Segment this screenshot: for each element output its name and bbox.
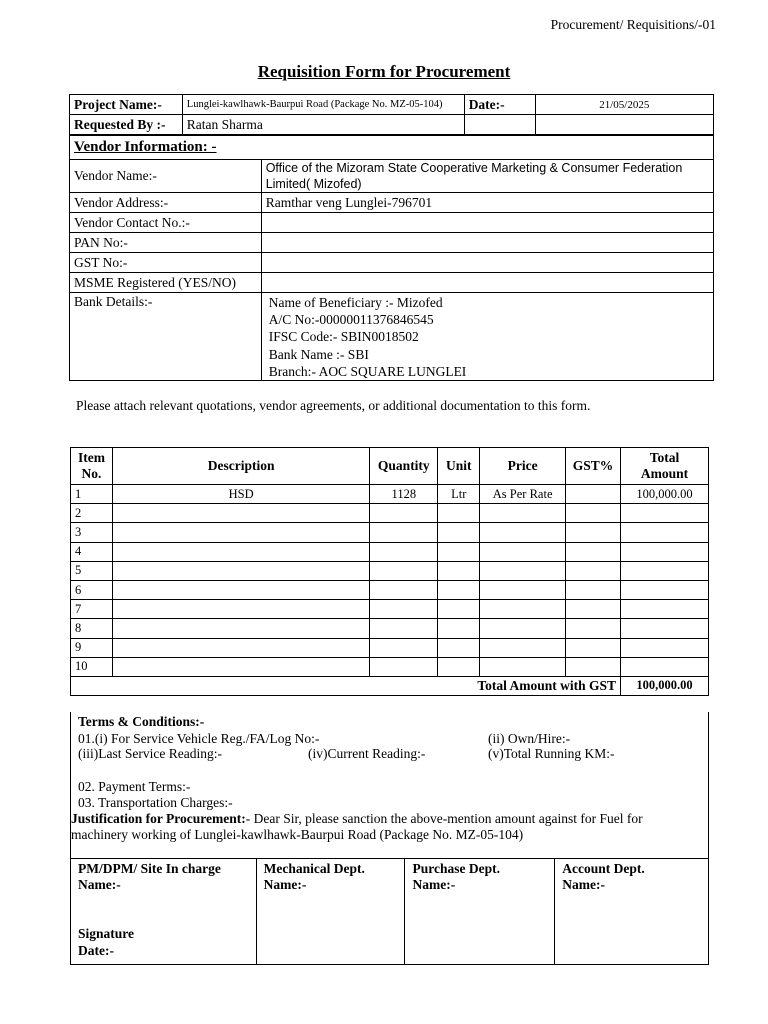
gst-cell[interactable] (566, 619, 621, 638)
empty-cell[interactable] (535, 115, 713, 135)
pan-value[interactable] (261, 233, 713, 253)
bank-details-row (70, 293, 714, 381)
items-body (71, 485, 709, 677)
signature-row (71, 859, 709, 965)
total-amount-value[interactable]: 100,000.00 (621, 676, 709, 695)
gst-cell[interactable] (566, 600, 621, 619)
unit-cell[interactable] (438, 600, 480, 619)
unit-cell[interactable]: Ltr (438, 485, 480, 504)
pm-title: PM/DPM/ Site In charge (78, 861, 221, 876)
bank-name: Bank Name :- SBI (268, 346, 369, 362)
msme-row (70, 273, 714, 293)
description-cell[interactable] (112, 600, 369, 619)
item-row (71, 638, 709, 657)
pan-row (70, 233, 714, 253)
last-service-reading-line[interactable]: (iii)Last Service Reading:- (78, 746, 222, 761)
item-no-cell: 2 (71, 504, 113, 523)
gst-cell[interactable] (566, 504, 621, 523)
description-cell[interactable] (112, 657, 369, 676)
item-no-cell: 9 (71, 638, 113, 657)
pan-label: PAN No:- (70, 233, 262, 253)
col-header-total: Total Amount (621, 448, 709, 485)
total-cell[interactable] (621, 523, 709, 542)
quantity-cell[interactable] (370, 504, 438, 523)
total-cell[interactable] (621, 580, 709, 599)
pm-signature-date (78, 925, 134, 959)
description-cell[interactable] (112, 504, 369, 523)
items-table (70, 447, 709, 696)
account-name-label: Name:- (562, 877, 605, 892)
description-cell[interactable] (112, 523, 369, 542)
item-no-cell: 1 (71, 485, 113, 504)
own-hire-line[interactable]: (ii) Own/Hire:- (488, 731, 571, 746)
total-cell[interactable] (621, 600, 709, 619)
item-no-cell: 7 (71, 600, 113, 619)
requested-by-value[interactable]: Ratan Sharma (182, 115, 464, 135)
justification-label: Justification for Procurement: (71, 811, 246, 826)
item-row (71, 580, 709, 599)
quantity-cell[interactable] (370, 580, 438, 599)
price-cell[interactable] (480, 542, 566, 561)
total-cell[interactable]: 100,000.00 (621, 485, 709, 504)
quantity-cell[interactable] (370, 523, 438, 542)
item-row (71, 542, 709, 561)
terms-heading: Terms & Conditions:- (78, 714, 205, 729)
date-value[interactable]: 21/05/2025 (535, 95, 713, 115)
bank-branch: Branch:- AOC SQUARE LUNGLEI (268, 363, 467, 379)
total-row (71, 676, 709, 695)
vendor-address-row (70, 193, 714, 213)
price-cell[interactable] (480, 600, 566, 619)
unit-cell[interactable] (438, 561, 480, 580)
total-spacer (71, 676, 113, 695)
vendor-contact-row (70, 213, 714, 233)
item-row (71, 619, 709, 638)
unit-cell[interactable] (438, 657, 480, 676)
price-cell[interactable]: As Per Rate (480, 485, 566, 504)
transportation-charges-line[interactable]: 03. Transportation Charges:- (78, 795, 233, 810)
gst-cell[interactable] (566, 523, 621, 542)
mechanical-signature-block[interactable] (256, 859, 405, 965)
quantity-cell[interactable] (370, 657, 438, 676)
vendor-name-row (70, 160, 714, 193)
quantity-cell[interactable]: 1128 (370, 485, 438, 504)
gst-label: GST No:- (70, 253, 262, 273)
msme-value[interactable] (261, 273, 713, 293)
gst-cell[interactable] (566, 542, 621, 561)
description-cell[interactable] (112, 619, 369, 638)
empty-cell[interactable] (464, 115, 535, 135)
gst-cell[interactable] (566, 580, 621, 599)
total-running-km-line[interactable]: (v)Total Running KM:- (488, 746, 615, 761)
col-header-price: Price (480, 448, 566, 485)
price-cell[interactable] (480, 504, 566, 523)
gst-cell[interactable] (566, 485, 621, 504)
account-title: Account Dept. (562, 861, 645, 876)
purchase-title: Purchase Dept. (412, 861, 500, 876)
project-info-table (69, 94, 714, 135)
description-cell[interactable] (112, 638, 369, 657)
attachment-note: Please attach relevant quotations, vendor agreements, or additional documentation to this form. (76, 398, 591, 413)
unit-cell[interactable] (438, 580, 480, 599)
vendor-info-table (69, 135, 714, 381)
col-header-unit: Unit (438, 448, 480, 485)
payment-terms-line[interactable]: 02. Payment Terms:- (78, 779, 191, 794)
description-cell[interactable] (112, 561, 369, 580)
item-no-cell: 3 (71, 523, 113, 542)
price-cell[interactable] (480, 523, 566, 542)
col-header-quantity: Quantity (370, 448, 438, 485)
pm-name-label: Name:- (78, 877, 121, 892)
purchase-signature-block[interactable] (405, 859, 555, 965)
vendor-info-heading: Vendor Information: - (70, 136, 714, 160)
bank-account-no: A/C No:-00000011376846545 (268, 312, 434, 328)
item-no-cell: 6 (71, 580, 113, 599)
price-cell[interactable] (480, 561, 566, 580)
total-cell[interactable] (621, 504, 709, 523)
item-no-cell: 8 (71, 619, 113, 638)
col-header-description: Description (112, 448, 369, 485)
mechanical-name-label: Name:- (263, 877, 307, 892)
vendor-address-value[interactable]: Ramthar veng Lunglei-796701 (261, 193, 713, 213)
vendor-contact-label: Vendor Contact No.:- (70, 213, 262, 233)
description-cell[interactable] (112, 542, 369, 561)
col-header-item-no: Item No. (71, 448, 113, 485)
unit-cell[interactable] (438, 542, 480, 561)
bank-beneficiary: Name of Beneficiary :- Mizofed (268, 295, 443, 310)
price-cell[interactable] (480, 638, 566, 657)
total-cell[interactable] (621, 619, 709, 638)
item-row (71, 485, 709, 504)
quantity-cell[interactable] (370, 619, 438, 638)
form-title: Requisition Form for Procurement (257, 62, 511, 81)
document-reference: Procurement/ Requisitions/-01 (550, 17, 716, 32)
gst-row (70, 253, 714, 273)
total-cell[interactable] (621, 638, 709, 657)
gst-cell[interactable] (566, 638, 621, 657)
quantity-cell[interactable] (370, 638, 438, 657)
item-no-cell: 4 (71, 542, 113, 561)
terms-section (70, 712, 709, 859)
unit-cell[interactable] (438, 504, 480, 523)
requested-by-row (70, 115, 714, 135)
vendor-contact-value[interactable] (261, 213, 713, 233)
col-header-gst: GST% (566, 448, 621, 485)
project-name-label: Project Name:- (70, 95, 183, 115)
total-cell[interactable] (621, 542, 709, 561)
quantity-cell[interactable] (370, 561, 438, 580)
gst-cell[interactable] (566, 561, 621, 580)
date-label: Date:- (78, 943, 114, 958)
price-cell[interactable] (480, 657, 566, 676)
item-row (71, 561, 709, 580)
gst-value[interactable] (261, 253, 713, 273)
description-cell[interactable]: HSD (112, 485, 369, 504)
unit-cell[interactable] (438, 619, 480, 638)
msme-label: MSME Registered (YES/NO) (70, 273, 262, 293)
signature-table (70, 858, 709, 965)
pm-signature-block[interactable] (71, 859, 257, 965)
price-cell[interactable] (480, 580, 566, 599)
vendor-name-value[interactable]: Office of the Mizoram State Cooperative Marketing & Consumer Federation Limited( Mizofed) (261, 160, 713, 193)
current-reading-line[interactable]: (iv)Current Reading:- (308, 746, 426, 761)
item-row (71, 600, 709, 619)
justification-line-2[interactable]: machinery working of Lunglei-kawlhawk-Baurpui Road (Package No. MZ-05-104) (71, 827, 524, 842)
justification-line-1[interactable]: Justification for Procurement:- Dear Sir, please sanction the above-mention amount against for Fuel for (71, 811, 643, 826)
service-vehicle-line[interactable]: 01.(i) For Service Vehicle Reg./FA/Log No:- (78, 731, 320, 746)
total-amount-label: Total Amount with GST (112, 676, 620, 695)
project-row (70, 95, 714, 115)
quantity-cell[interactable] (370, 600, 438, 619)
account-signature-block[interactable] (555, 859, 709, 965)
vendor-name-label: Vendor Name:- (70, 160, 262, 193)
description-cell[interactable] (112, 580, 369, 599)
vendor-address-label: Vendor Address:- (70, 193, 262, 213)
item-no-cell: 10 (71, 657, 113, 676)
item-row (71, 523, 709, 542)
project-name-value[interactable]: Lunglei-kawlhawk-Baurpui Road (Package No. MZ-05-104) (182, 95, 464, 115)
unit-cell[interactable] (438, 523, 480, 542)
price-cell[interactable] (480, 619, 566, 638)
quantity-cell[interactable] (370, 542, 438, 561)
total-cell[interactable] (621, 561, 709, 580)
unit-cell[interactable] (438, 638, 480, 657)
mechanical-title: Mechanical Dept. (263, 861, 365, 876)
item-row (71, 657, 709, 676)
date-label: Date:- (464, 95, 535, 115)
bank-ifsc: IFSC Code:- SBIN0018502 (268, 329, 419, 345)
item-row (71, 504, 709, 523)
total-cell[interactable] (621, 657, 709, 676)
requested-by-label: Requested By :- (70, 115, 183, 135)
items-header-row (71, 448, 709, 485)
item-no-cell: 5 (71, 561, 113, 580)
signature-label: Signature (78, 926, 135, 941)
bank-details-label: Bank Details:- (70, 293, 262, 381)
bank-details-value[interactable] (261, 293, 713, 381)
gst-cell[interactable] (566, 657, 621, 676)
purchase-name-label: Name:- (412, 877, 456, 892)
